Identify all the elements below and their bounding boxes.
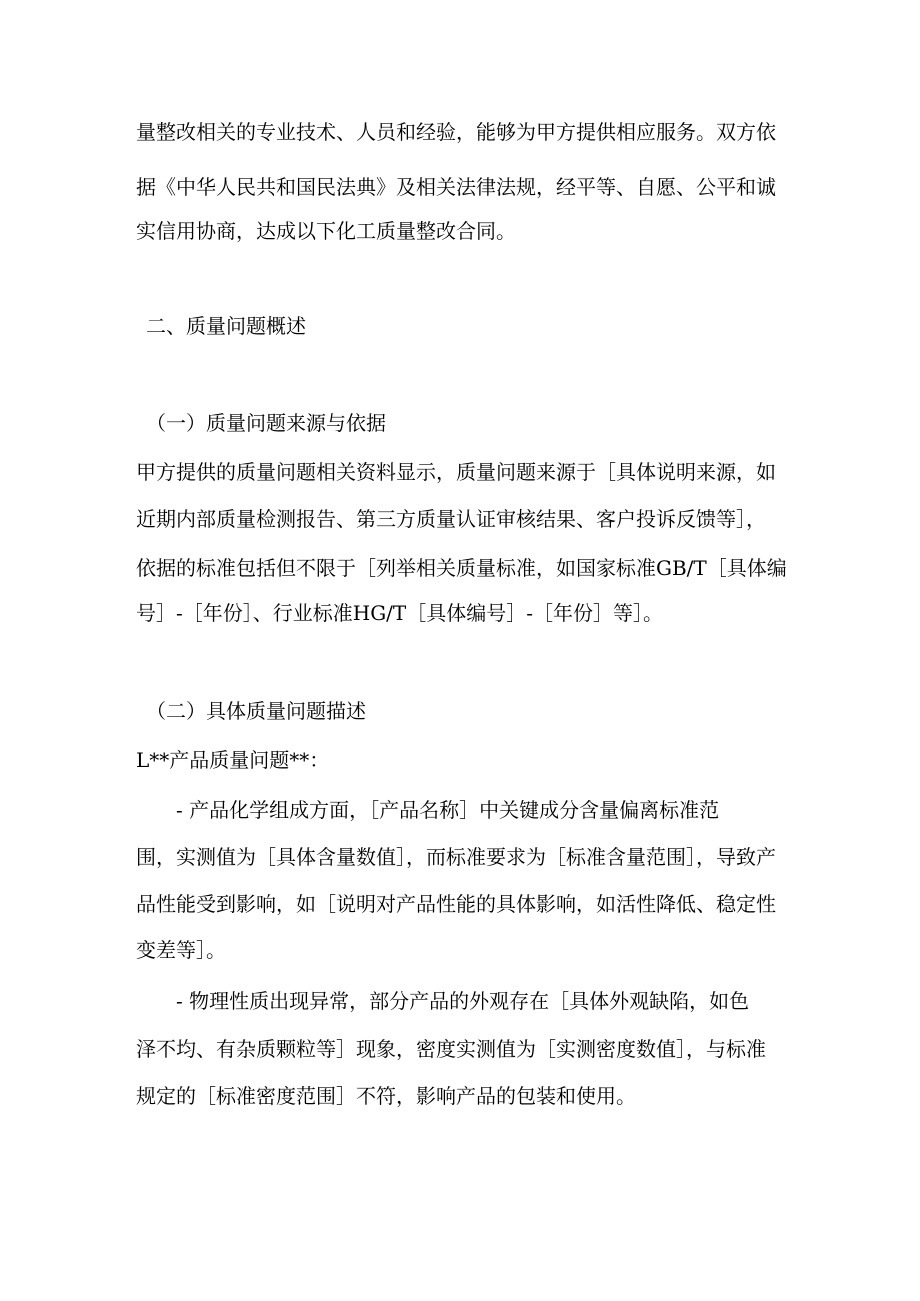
list-item: - 物理性质出现异常，部分产品的外观存在［具体外观缺陷，如色 <box>176 989 750 1013</box>
subsection-heading: （一）质量问题来源与依据 <box>146 411 386 435</box>
paragraph-line: 甲方提供的质量问题相关资料显示，质量问题来源于［具体说明来源，如 <box>136 460 776 484</box>
list-item: - 产品化学组成方面，［产品名称］中关键成分含量偏离标准范 <box>176 798 720 822</box>
subsection-heading: （二）具体质量问题描述 <box>146 699 366 723</box>
section-heading: 二、质量问题概述 <box>146 314 306 338</box>
paragraph-line: 围，实测值为［具体含量数值］，而标准要求为［标准含量范围］，导致产 <box>136 845 776 869</box>
paragraph-line: 量整改相关的专业技术、人员和经验，能够为甲方提供相应服务。双方依 <box>136 120 776 144</box>
paragraph-line: 规定的［标准密度范围］不符，影响产品的包装和使用。 <box>136 1084 636 1108</box>
paragraph-line: 实信用协商，达成以下化工质量整改合同。 <box>136 219 516 243</box>
paragraph-line: 号］-［年份］、行业标准HG/T［具体编号］-［年份］等］。 <box>136 601 664 625</box>
paragraph-line: 近期内部质量检测报告、第三方质量认证审核结果、客户投诉反馈等］， <box>136 507 766 531</box>
list-heading: L**产品质量问题**： <box>136 748 330 772</box>
paragraph-line: 据《中华人民共和国民法典》及相关法律法规，经平等、自愿、公平和诚 <box>136 175 776 199</box>
paragraph-line: 品性能受到影响，如［说明对产品性能的具体影响，如活性降低、稳定性 <box>136 892 776 916</box>
paragraph-line: 变差等］。 <box>136 938 226 962</box>
paragraph-line: 依据的标准包括但不限于［列举相关质量标准，如国家标准GB/T［具体编 <box>136 556 787 580</box>
paragraph-line: 泽不均、有杂质颗粒等］现象，密度实测值为［实测密度数值］，与标准 <box>136 1037 766 1061</box>
